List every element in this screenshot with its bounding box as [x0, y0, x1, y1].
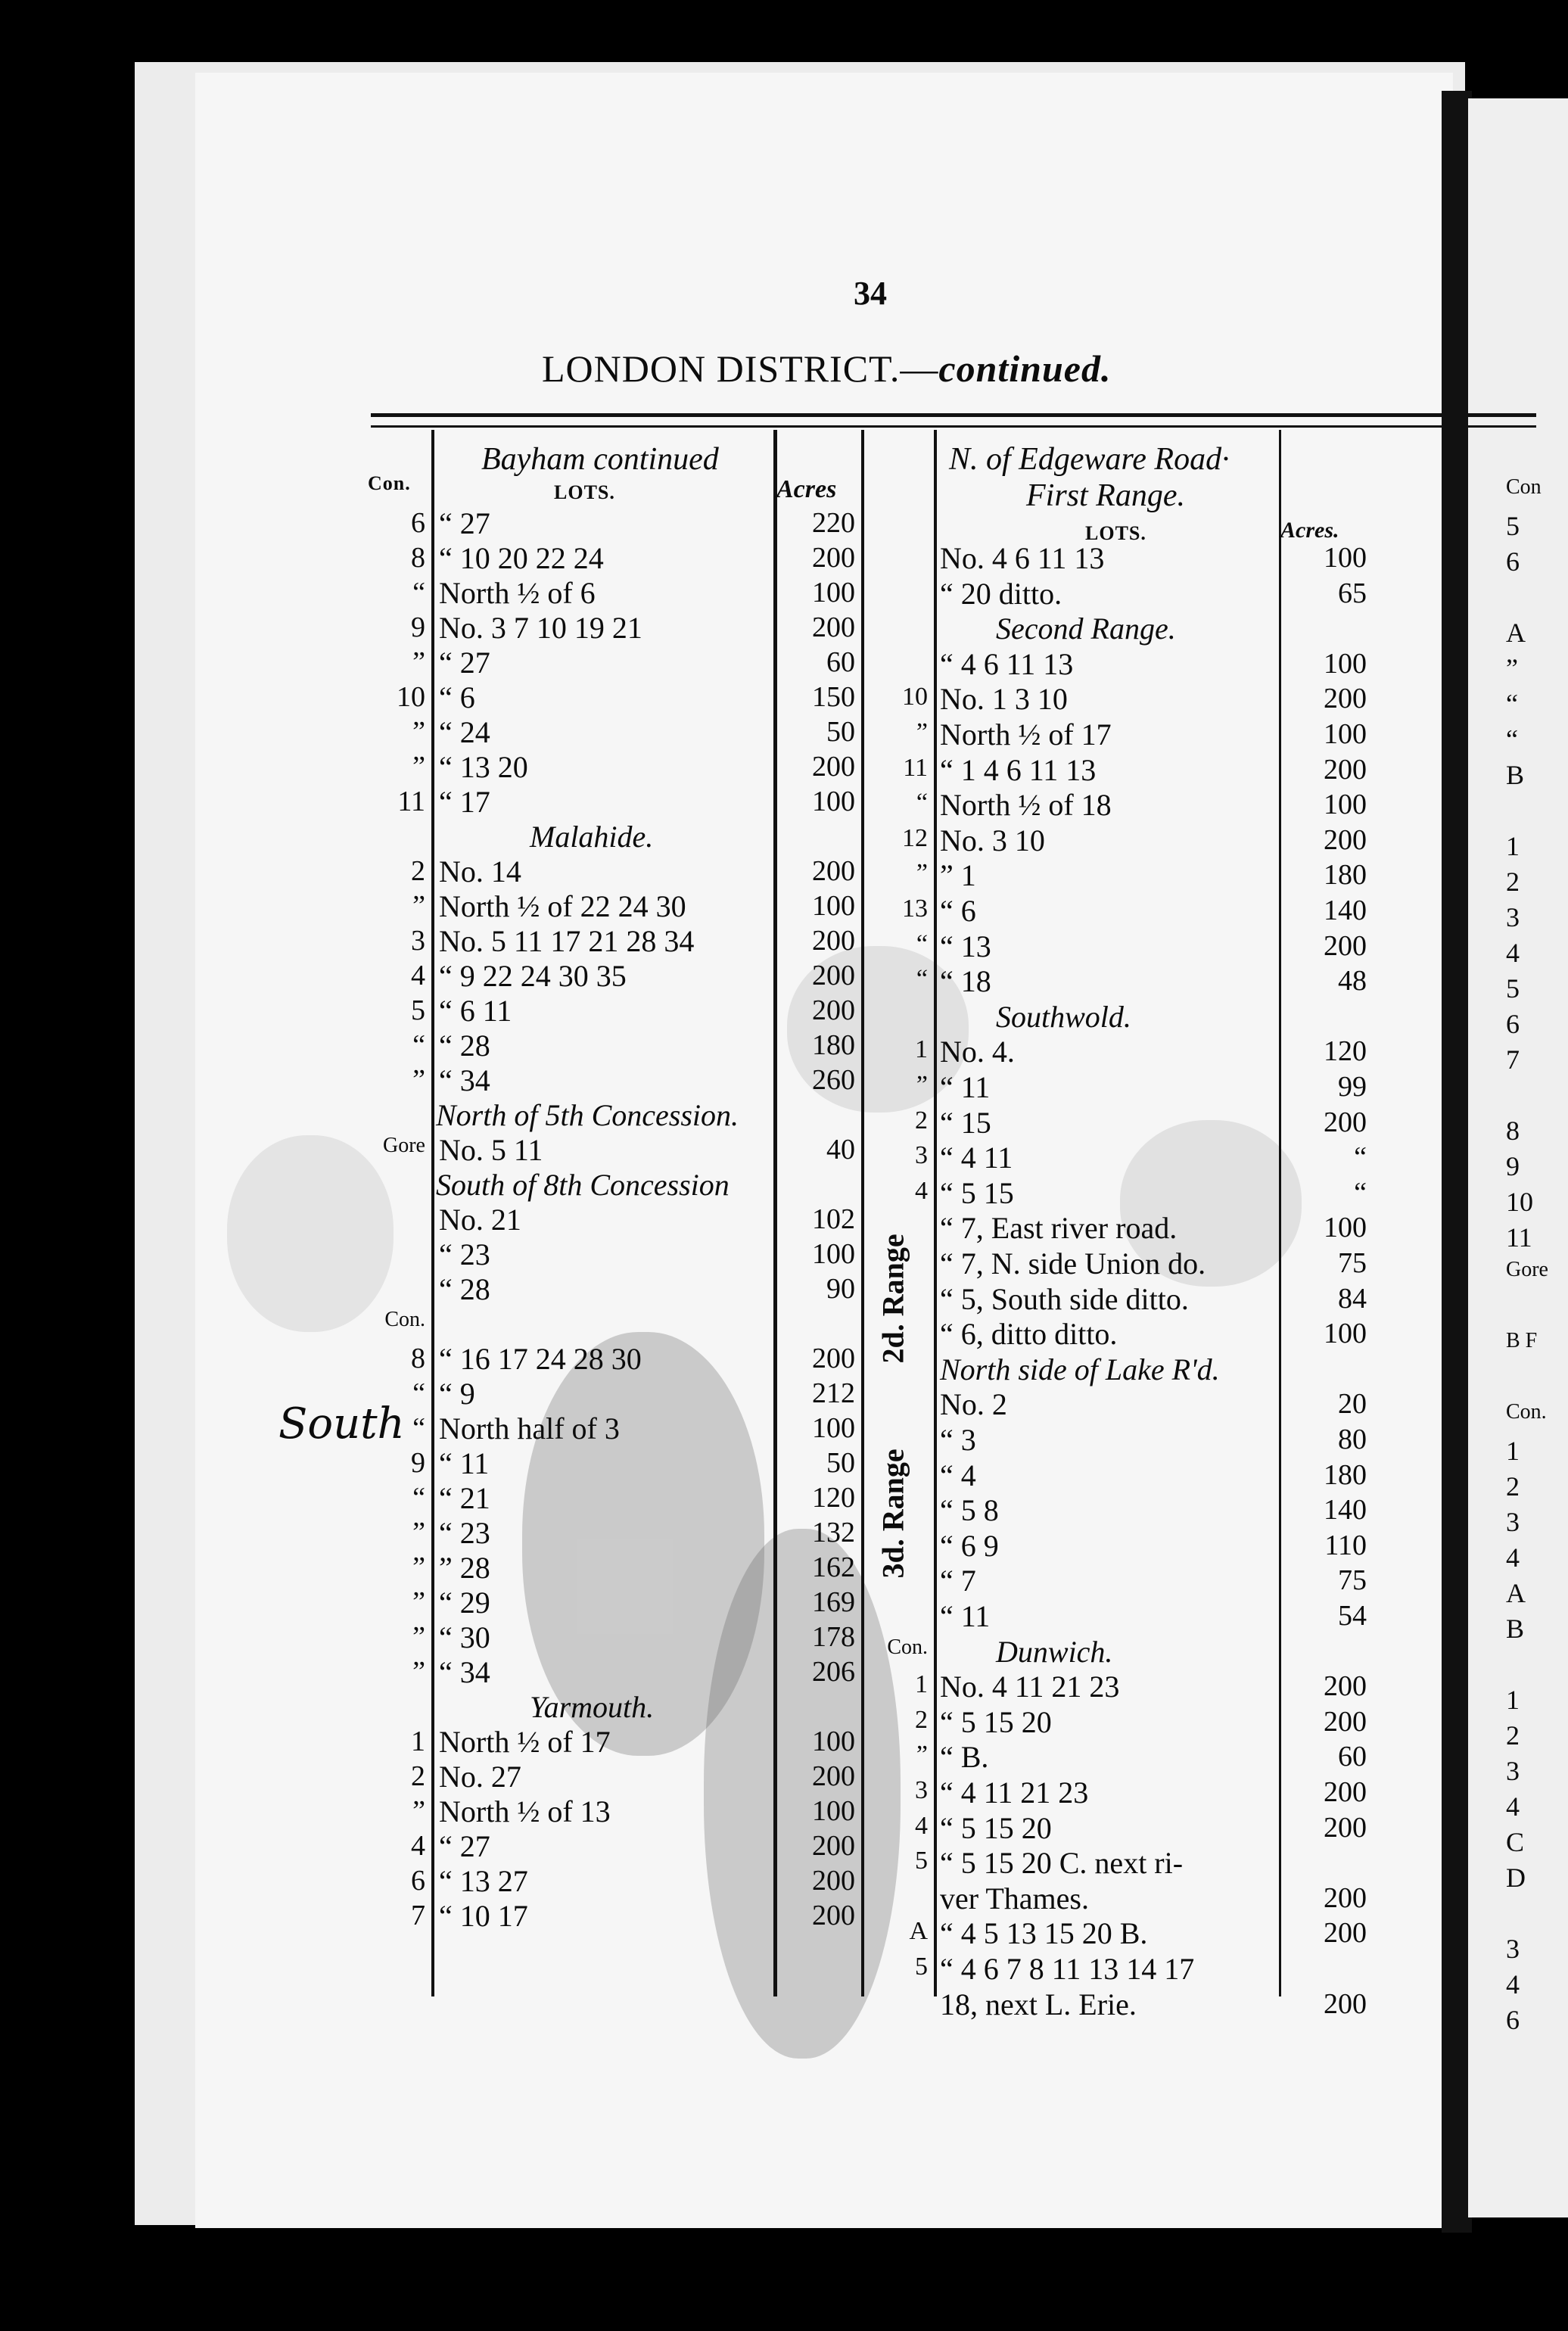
- row-lots: “ 11: [940, 1599, 991, 1633]
- row-concession: ”: [412, 1795, 425, 1827]
- row-acres: 200: [812, 1900, 855, 1931]
- row-acres: 200: [1324, 1917, 1367, 1949]
- row-acres: 84: [1338, 1283, 1367, 1315]
- row-acres: 200: [1324, 1988, 1367, 2020]
- row-lots: No. 21: [439, 1203, 521, 1237]
- facing-page-line: A: [1506, 1578, 1526, 1608]
- row-lots: “ 3: [940, 1423, 976, 1457]
- row-lots: “ 1 4 6 11 13: [940, 753, 1097, 787]
- section-heading: Second Range.: [996, 612, 1176, 646]
- row-concession: “: [916, 789, 928, 817]
- column-header-acres: Acres: [776, 475, 837, 503]
- row-acres: 100: [812, 577, 855, 608]
- row-lots: “ 5 8: [940, 1493, 999, 1527]
- section-heading: Dunwich.: [996, 1635, 1113, 1669]
- row-acres: 100: [812, 1238, 855, 1270]
- section-heading: North of 5th Concession.: [436, 1098, 739, 1132]
- row-lots: “ 24: [439, 715, 490, 749]
- row-concession: “: [412, 1412, 425, 1444]
- row-lots: No. 14: [439, 854, 521, 889]
- row-lots: “ 9 22 24 30 35: [439, 959, 627, 993]
- facing-page-line: 1: [1506, 1685, 1520, 1715]
- header-rule: [371, 425, 1536, 428]
- column-header-lots: LOTS.: [554, 481, 615, 503]
- facing-page-line: 2: [1506, 1720, 1520, 1751]
- row-lots: No. 1 3 10: [940, 682, 1068, 716]
- row-lots: “ 4 6 7 8 11 13 14 17: [940, 1952, 1195, 1986]
- facing-page-line: B: [1506, 760, 1525, 790]
- facing-page-line: 6: [1506, 1009, 1520, 1039]
- row-acres: 90: [826, 1273, 855, 1305]
- facing-page-line: 3: [1506, 902, 1520, 932]
- row-concession: 8: [411, 1343, 425, 1374]
- row-lots: “ 5 15 20: [940, 1705, 1052, 1739]
- section-heading: First Range.: [1026, 478, 1185, 513]
- facing-page-line: 9: [1506, 1151, 1520, 1181]
- row-concession: Con.: [887, 1635, 928, 1659]
- facing-page-line: 2: [1506, 867, 1520, 897]
- row-acres: “: [1354, 1141, 1367, 1173]
- row-concession: ”: [412, 646, 425, 678]
- row-acres: 99: [1338, 1071, 1367, 1103]
- row-lots: “ 27: [439, 1829, 490, 1863]
- row-acres: 100: [1324, 718, 1367, 750]
- row-concession: 13: [902, 895, 928, 923]
- facing-page-line: 10: [1506, 1187, 1533, 1217]
- row-lots: No. 5 11: [439, 1133, 543, 1167]
- row-lots: “ 23: [439, 1237, 490, 1271]
- row-lots: “ 21: [439, 1481, 490, 1515]
- section-heading: Southwold.: [996, 1000, 1131, 1034]
- row-lots: No. 4 11 21 23: [940, 1670, 1120, 1704]
- row-lots: “ 5 15: [940, 1176, 1014, 1210]
- row-acres: 40: [826, 1134, 855, 1166]
- row-lots: “ 6, ditto ditto.: [940, 1317, 1118, 1351]
- facing-page-line: 8: [1506, 1116, 1520, 1146]
- row-lots: North ½ of 18: [940, 788, 1112, 822]
- row-concession: 6: [411, 1865, 425, 1897]
- row-concession: ”: [916, 1741, 928, 1769]
- row-concession: 7: [411, 1900, 425, 1931]
- row-lots: “ 6: [439, 680, 475, 714]
- row-concession: ”: [916, 859, 928, 887]
- row-lots: “ 9: [439, 1377, 475, 1411]
- row-lots: “ 23: [439, 1516, 490, 1550]
- row-lots: ” 1: [940, 858, 976, 892]
- row-concession: A: [909, 1917, 928, 1945]
- row-concession: 11: [903, 754, 928, 782]
- row-lots: “ 11: [940, 1070, 991, 1104]
- facing-page-line: 5: [1506, 973, 1520, 1004]
- row-concession: 3: [915, 1776, 928, 1804]
- facing-page-line: 6: [1506, 546, 1520, 577]
- water-stain: [227, 1135, 394, 1332]
- row-lots: ” 28: [439, 1551, 490, 1585]
- facing-page-line: 2: [1506, 1471, 1520, 1502]
- facing-page-line: 3: [1506, 1756, 1520, 1786]
- section-heading: Bayham continued: [481, 442, 719, 477]
- row-concession: ”: [412, 1621, 425, 1653]
- row-concession: Gore: [383, 1134, 425, 1157]
- row-concession: ”: [412, 1586, 425, 1618]
- row-lots: “ 6 11: [439, 994, 512, 1028]
- row-concession: ”: [412, 751, 425, 783]
- row-lots: North ½ of 17: [439, 1725, 611, 1759]
- row-acres: 60: [826, 646, 855, 678]
- row-lots: No. 3 10: [940, 823, 1045, 857]
- row-acres: 54: [1338, 1600, 1367, 1632]
- column-rule: [1279, 430, 1281, 1996]
- row-acres: 200: [1324, 930, 1367, 962]
- row-concession: 1: [915, 1035, 928, 1063]
- row-lots: North ½ of 13: [439, 1794, 611, 1828]
- row-lots: “ 20 ditto.: [940, 577, 1062, 611]
- row-acres: 132: [812, 1517, 855, 1548]
- row-acres: 100: [812, 786, 855, 817]
- row-concession: ”: [412, 1551, 425, 1583]
- row-acres: 100: [812, 1726, 855, 1757]
- facing-page-line: 4: [1506, 1969, 1520, 2000]
- row-concession: 4: [411, 1830, 425, 1862]
- row-concession: 4: [915, 1177, 928, 1205]
- row-acres: 100: [1324, 542, 1367, 574]
- facing-page-line: D: [1506, 1863, 1526, 1893]
- row-lots: “ 27: [439, 646, 490, 680]
- row-acres: 150: [812, 681, 855, 713]
- row-concession: 10: [902, 683, 928, 711]
- row-lots: “ 18: [940, 964, 991, 998]
- facing-page-line: “: [1506, 689, 1518, 719]
- section-heading: North side of Lake R'd.: [940, 1352, 1220, 1386]
- row-lots: “ 5, South side ditto.: [940, 1282, 1189, 1316]
- row-lots: No. 3 7 10 19 21: [439, 611, 642, 645]
- row-acres: 169: [812, 1586, 855, 1618]
- row-lots: No. 4.: [940, 1035, 1015, 1069]
- row-lots: “ 13 20: [439, 750, 528, 784]
- facing-page-line: 4: [1506, 938, 1520, 968]
- row-acres: 100: [1324, 789, 1367, 820]
- facing-page-line: B: [1506, 1614, 1525, 1644]
- section-heading: N. of Edgeware Road·: [949, 442, 1230, 477]
- row-acres: 178: [812, 1621, 855, 1653]
- row-lots: 18, next L. Erie.: [940, 1987, 1137, 2021]
- row-acres: 200: [812, 855, 855, 887]
- row-acres: 200: [1324, 1776, 1367, 1808]
- section-heading: Malahide.: [530, 820, 654, 854]
- row-concession: ”: [916, 718, 928, 746]
- row-acres: 200: [812, 542, 855, 574]
- row-concession: 9: [411, 1447, 425, 1479]
- row-acres: 102: [812, 1203, 855, 1235]
- row-lots: North ½ of 22 24 30: [439, 889, 686, 923]
- row-acres: 80: [1338, 1424, 1367, 1455]
- facing-page-line: 4: [1506, 1791, 1520, 1822]
- row-acres: 200: [812, 612, 855, 643]
- row-lots: “ 5 15 20 C. next ri-: [940, 1846, 1184, 1880]
- row-concession: “: [916, 930, 928, 958]
- row-lots: “ 28: [439, 1029, 490, 1063]
- facing-page-line: C: [1506, 1827, 1525, 1857]
- row-concession: ”: [412, 1064, 425, 1096]
- facing-page-line: “: [1506, 724, 1518, 755]
- row-acres: 220: [812, 507, 855, 539]
- row-lots: “ 7, East river road.: [940, 1211, 1178, 1245]
- row-acres: 65: [1338, 577, 1367, 609]
- row-acres: 48: [1338, 965, 1367, 997]
- facing-page-line: A: [1506, 618, 1526, 648]
- section-heading: South of 8th Concession: [436, 1168, 730, 1202]
- row-lots: No. 27: [439, 1760, 521, 1794]
- row-lots: “ B.: [940, 1740, 989, 1774]
- row-lots: “ 4 11 21 23: [940, 1775, 1089, 1810]
- row-acres: 100: [1324, 648, 1367, 680]
- row-concession: “: [412, 577, 425, 608]
- row-acres: 60: [1338, 1741, 1367, 1772]
- handwritten-annotation: South: [278, 1399, 405, 1449]
- row-lots: “ 10 17: [439, 1899, 528, 1933]
- row-acres: 50: [826, 716, 855, 748]
- row-acres: 100: [1324, 1212, 1367, 1243]
- facing-page-line: Con: [1506, 475, 1542, 499]
- row-acres: 200: [1324, 1882, 1367, 1914]
- facing-page-line: 11: [1506, 1222, 1532, 1253]
- row-concession: 5: [915, 1847, 928, 1875]
- row-acres: 162: [812, 1551, 855, 1583]
- row-concession: 4: [915, 1812, 928, 1840]
- column-rule: [861, 430, 864, 1996]
- row-lots: No. 2: [940, 1387, 1007, 1421]
- row-lots: “ 4: [940, 1458, 976, 1492]
- row-concession: 2: [915, 1706, 928, 1734]
- row-concession: 5: [411, 994, 425, 1026]
- facing-page-line: 1: [1506, 1436, 1520, 1466]
- row-lots: No. 4 6 11 13: [940, 541, 1105, 575]
- row-lots: “ 11: [439, 1446, 490, 1480]
- row-acres: 200: [812, 994, 855, 1026]
- column-rule: [934, 430, 937, 1996]
- row-acres: 180: [812, 1029, 855, 1061]
- row-concession: 5: [915, 1953, 928, 1981]
- row-lots: “ 16 17 24 28 30: [439, 1342, 642, 1376]
- row-acres: 200: [812, 960, 855, 991]
- row-lots: No. 5 11 17 21 28 34: [439, 924, 695, 958]
- row-lots: ver Thames.: [940, 1881, 1089, 1916]
- row-concession: ”: [412, 1656, 425, 1688]
- row-concession: Con.: [384, 1308, 425, 1331]
- row-concession: “: [412, 1029, 425, 1061]
- row-lots: “ 17: [439, 785, 490, 819]
- row-acres: 200: [812, 1830, 855, 1862]
- row-lots: “ 27: [439, 506, 490, 540]
- row-concession: 11: [397, 786, 425, 817]
- facing-page-line: 3: [1506, 1507, 1520, 1537]
- row-acres: 75: [1338, 1564, 1367, 1596]
- row-lots: “ 7: [940, 1564, 976, 1598]
- row-acres: 100: [812, 890, 855, 922]
- page-number: 34: [854, 275, 887, 312]
- row-acres: 200: [812, 751, 855, 783]
- facing-page-line: 1: [1506, 831, 1520, 861]
- book-gutter: [1442, 91, 1472, 2233]
- facing-page-line: 4: [1506, 1542, 1520, 1573]
- row-concession: 2: [915, 1106, 928, 1134]
- row-acres: 100: [812, 1412, 855, 1444]
- row-lots: “ 13: [940, 929, 991, 963]
- row-acres: 140: [1324, 1494, 1367, 1526]
- row-concession: 12: [902, 824, 928, 852]
- row-concession: ”: [412, 716, 425, 748]
- row-lots: “ 6 9: [940, 1529, 999, 1563]
- row-lots: “ 13 27: [439, 1864, 528, 1898]
- range-label: 2d. Range: [876, 1234, 910, 1364]
- row-concession: 6: [411, 507, 425, 539]
- row-acres: 120: [812, 1482, 855, 1514]
- row-lots: “ 10 20 22 24: [439, 541, 604, 575]
- row-concession: ”: [412, 890, 425, 922]
- row-lots: “ 34: [439, 1063, 490, 1097]
- row-concession: 8: [411, 542, 425, 574]
- row-concession: 1: [915, 1670, 928, 1698]
- row-concession: 3: [411, 925, 425, 957]
- row-acres: 260: [812, 1064, 855, 1096]
- row-concession: 2: [411, 1760, 425, 1792]
- row-concession: 4: [411, 960, 425, 991]
- row-lots: “ 29: [439, 1586, 490, 1620]
- row-concession: “: [412, 1377, 425, 1409]
- facing-page-line: Con.: [1506, 1400, 1547, 1424]
- row-lots: North ½ of 6: [439, 576, 596, 610]
- row-acres: 200: [812, 1865, 855, 1897]
- row-acres: 200: [1324, 1706, 1367, 1738]
- row-acres: 212: [812, 1377, 855, 1409]
- row-acres: 20: [1338, 1388, 1367, 1420]
- row-concession: 9: [411, 612, 425, 643]
- facing-page-line: 7: [1506, 1044, 1520, 1075]
- row-lots: “ 28: [439, 1272, 490, 1306]
- row-acres: 75: [1338, 1247, 1367, 1279]
- row-lots: North half of 3: [439, 1411, 620, 1446]
- section-heading: Yarmouth.: [530, 1690, 655, 1724]
- row-concession: 2: [411, 855, 425, 887]
- row-concession: ”: [412, 1517, 425, 1548]
- facing-page-line: Gore: [1506, 1258, 1548, 1281]
- row-acres: 100: [1324, 1318, 1367, 1349]
- column-rule: [431, 430, 434, 1996]
- facing-page-line: 5: [1506, 511, 1520, 541]
- row-acres: 200: [812, 925, 855, 957]
- row-acres: 200: [1324, 1812, 1367, 1844]
- row-lots: “ 4 5 13 15 20 B.: [940, 1916, 1148, 1950]
- row-lots: “ 7, N. side Union do.: [940, 1246, 1206, 1281]
- row-acres: 200: [812, 1343, 855, 1374]
- row-acres: 100: [812, 1795, 855, 1827]
- facing-page-line: 3: [1506, 1934, 1520, 1964]
- facing-page-line: 6: [1506, 2005, 1520, 2035]
- header-rule: [371, 413, 1536, 417]
- row-lots: “ 6: [940, 894, 976, 928]
- column-header-con: Con.: [368, 472, 411, 494]
- row-lots: “ 5 15 20: [940, 1811, 1052, 1845]
- row-acres: 200: [1324, 754, 1367, 786]
- row-acres: 206: [812, 1656, 855, 1688]
- row-acres: 180: [1324, 859, 1367, 891]
- column-header-lots: LOTS.: [1085, 522, 1146, 544]
- row-lots: “ 15: [940, 1106, 991, 1140]
- row-acres: 120: [1324, 1035, 1367, 1067]
- row-acres: 180: [1324, 1459, 1367, 1491]
- page-title: LONDON DISTRICT.—continued.: [542, 347, 1112, 390]
- row-acres: 200: [1324, 1670, 1367, 1702]
- row-concession: “: [412, 1482, 425, 1514]
- row-lots: “ 30: [439, 1620, 490, 1654]
- row-acres: 200: [1324, 824, 1367, 856]
- row-acres: 200: [812, 1760, 855, 1792]
- row-lots: North ½ of 17: [940, 717, 1112, 752]
- row-concession: 1: [411, 1726, 425, 1757]
- row-acres: 200: [1324, 1106, 1367, 1138]
- row-lots: “ 4 11: [940, 1141, 1013, 1175]
- row-lots: “ 34: [439, 1655, 490, 1689]
- row-concession: ”: [916, 1071, 928, 1099]
- facing-page-line: B F: [1506, 1329, 1538, 1352]
- column-header-acres: Acres.: [1280, 518, 1339, 543]
- row-acres: 140: [1324, 895, 1367, 926]
- row-acres: “: [1354, 1177, 1367, 1209]
- row-lots: “ 4 6 11 13: [940, 647, 1074, 681]
- row-acres: 110: [1324, 1530, 1367, 1561]
- range-label: 3d. Range: [876, 1449, 910, 1579]
- facing-page-line: ”: [1506, 653, 1518, 683]
- row-concession: 10: [397, 681, 425, 713]
- row-concession: “: [916, 965, 928, 993]
- row-acres: 200: [1324, 683, 1367, 714]
- row-concession: 3: [915, 1141, 928, 1169]
- row-acres: 50: [826, 1447, 855, 1479]
